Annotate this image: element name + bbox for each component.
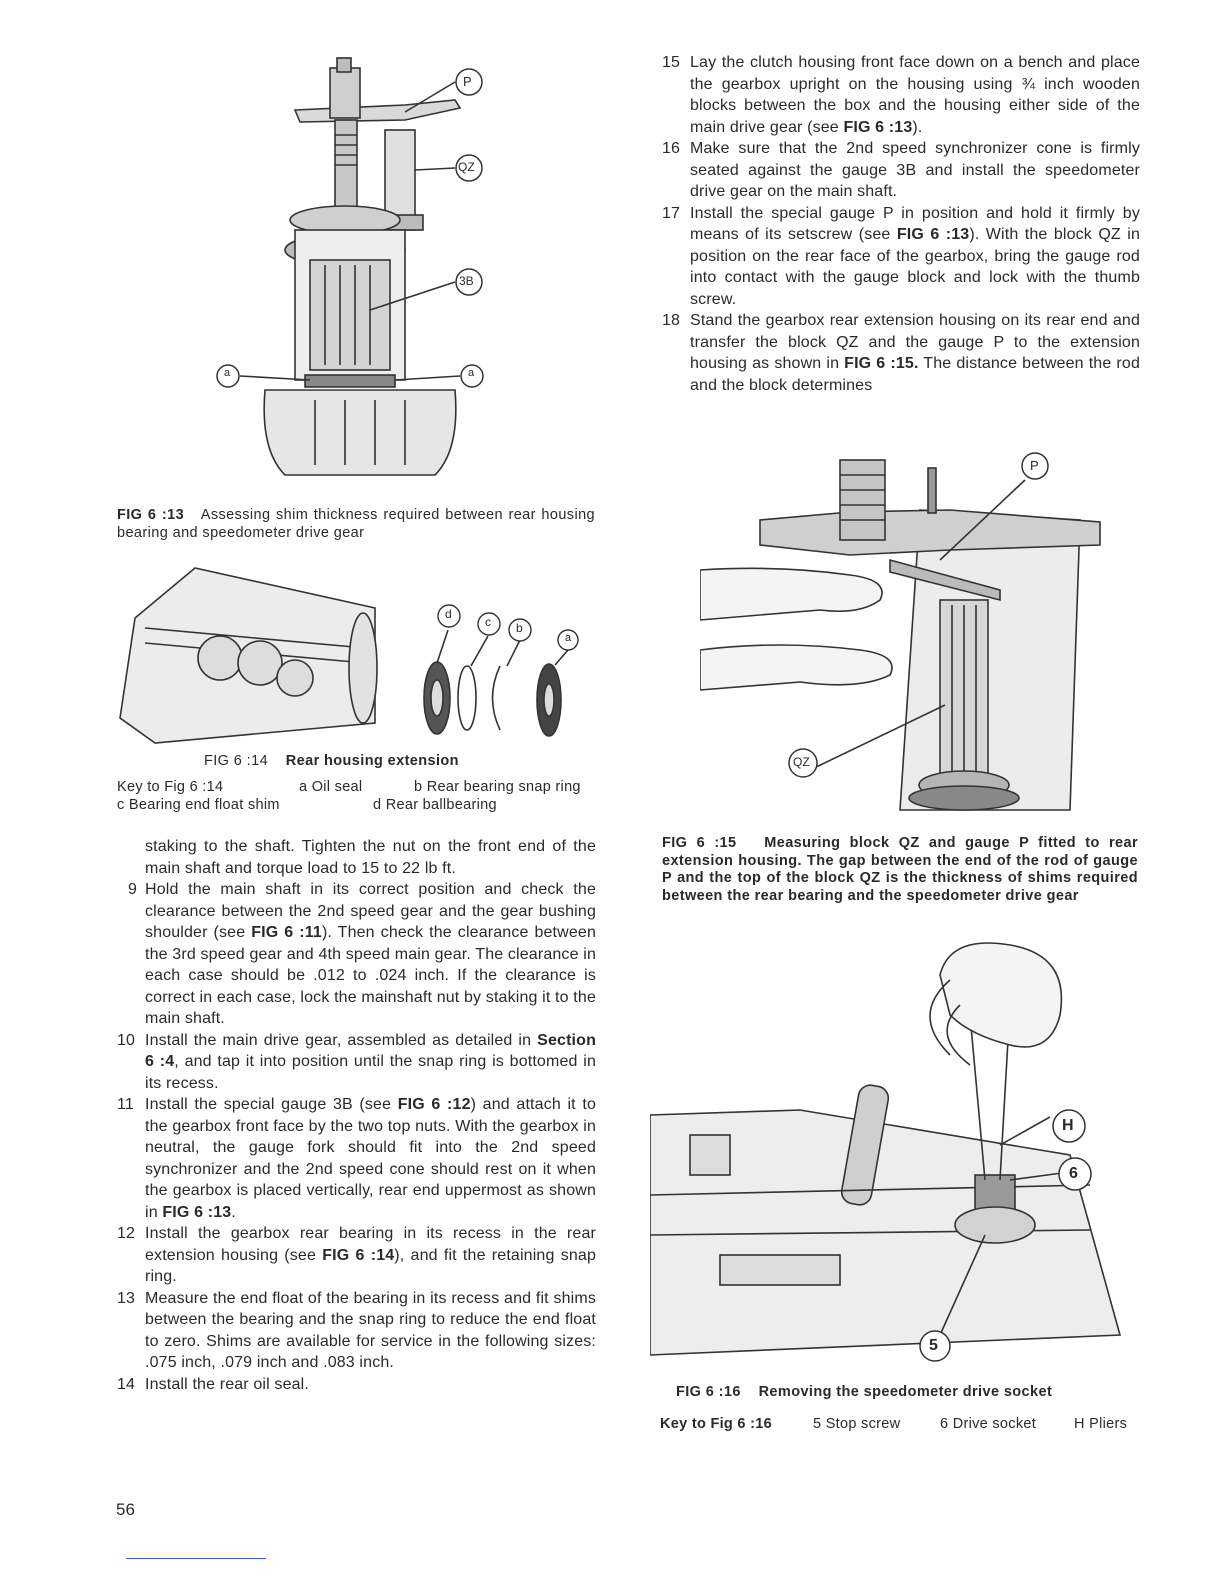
step-18-number: 18 [662, 312, 681, 329]
fig15-callout-qz: QZ [793, 755, 810, 769]
fig16-key-h: H Pliers [1074, 1416, 1128, 1432]
left-continuation: staking to the shaft. Tighten the nut on the front end of the main shaft and torque load to 15 to 22 lb ft. [145, 838, 596, 877]
fig16-key-label: Key to Fig 6 :16 [660, 1416, 772, 1432]
fig16-callout-h: H [1062, 1117, 1074, 1134]
fig14-key-c: c Bearing end float shim [117, 797, 280, 813]
fig13-callout-a-right: a [468, 367, 475, 379]
step-13 [117, 1288, 596, 1374]
step-9-ref: FIG 6 :11 [251, 924, 322, 941]
step-18-ref: FIG 6 :15. [844, 355, 919, 372]
fig14-key-label: Key to Fig 6 :14 [117, 779, 224, 795]
fig15-caption-label: FIG 6 :15 [662, 835, 737, 851]
step-11-ref2: FIG 6 :13 [162, 1203, 232, 1221]
left-column-text [117, 836, 596, 1395]
step-15-fraction: ¾ [1021, 75, 1036, 93]
fig13-callout-3b: 3B [459, 274, 474, 288]
step-10-text-post: , and tap it into position until the snap ring is bottomed in its recess. [145, 1053, 597, 1092]
step-11-text-pre: Install the special gauge 3B (see [145, 1096, 398, 1113]
step-15 [662, 52, 1140, 138]
step-15-number: 15 [662, 54, 681, 71]
fig14-caption [204, 752, 459, 770]
page-number: 56 [116, 1500, 135, 1519]
step-13-number: 13 [117, 1289, 136, 1307]
fig16-key-6: 6 Drive socket [940, 1416, 1037, 1432]
fig14-callout-a: a [565, 632, 572, 644]
step-17 [662, 203, 1140, 311]
fig13-caption-text: Assessing shim thickness required between rear housing bearing and speedometer drive gear [117, 507, 595, 541]
step-11-text-post: . [231, 1203, 236, 1221]
step-10-number: 10 [117, 1031, 136, 1049]
fig14-key-d: d Rear ballbearing [373, 797, 497, 813]
step-15-ref: FIG 6 :13 [843, 118, 913, 136]
fig13-callout-p: P [463, 74, 472, 89]
step-13-text: Measure the end float of the bearing in its recess and fit shims between the bearing and the snap ring to reduce the end float to zero. Shims are available for service in the following sizes: .075 inch, .079 inch and .083 inch. [145, 1289, 596, 1371]
step-15-text-mid: inch wooden blocks between the box and the housing either side of the main drive gear (see [690, 75, 1140, 136]
step-9-text-post: ). Then check the clearance between the 3rd speed gear and 4th speed main gear. The clearance in each case should be .012 to .024 inch. If the clearance is correct in each case, lock the mainshaft nut by staking it to the main shaft. [145, 924, 597, 1027]
step-9 [117, 879, 596, 1030]
step-12-number: 12 [117, 1225, 136, 1242]
step-18-text-pre: Stand the gearbox rear extension housing on its rear end and transfer the block QZ and the gauge P to the extension housing as shown in [690, 312, 1140, 372]
step-17-text-post: ). With the block QZ in position on the rear face of the gearbox, bring the gauge rod into contact with the gauge block and lock with the thumb screw. [690, 226, 1140, 308]
step-16-number: 16 [662, 140, 681, 157]
step-14 [117, 1374, 596, 1396]
fig13-callout-qz: QZ [458, 160, 475, 174]
step-12-text-post: ), and fit the retaining snap ring. [145, 1246, 596, 1285]
fig16-key [660, 1415, 1140, 1433]
bottom-rule [126, 1558, 266, 1559]
step-18-text-post: The distance between the rod and the block determines [690, 355, 1141, 394]
right-column-text [662, 52, 1140, 396]
fig16-callout-5: 5 [929, 1337, 938, 1354]
step-11 [117, 1094, 596, 1223]
fig16-caption-text: Removing the speedometer drive socket [758, 1384, 1053, 1400]
fig16-caption [676, 1383, 1052, 1401]
step-17-ref: FIG 6 :13 [896, 226, 970, 243]
step-16 [662, 138, 1140, 203]
step-17-number: 17 [662, 204, 681, 222]
fig14-key [117, 778, 597, 814]
fig14-caption-label: FIG 6 :14 [204, 753, 269, 769]
fig14-callout-d: d [445, 607, 452, 621]
step-10-text-pre: Install the main drive gear, assembled as detailed in [145, 1031, 538, 1049]
fig15-callout-p: P [1030, 458, 1039, 473]
step-14-text: Install the rear oil seal. [145, 1375, 309, 1393]
step-14-number: 14 [117, 1375, 136, 1393]
step-11-number: 11 [117, 1096, 134, 1113]
fig14-key-b: b Rear bearing snap ring [414, 779, 581, 795]
step-12-ref: FIG 6 :14 [322, 1246, 395, 1264]
fig14-callout-c: c [485, 615, 491, 629]
fig13-caption-label: FIG 6 :13 [117, 507, 185, 523]
fig13-caption [117, 506, 595, 542]
fig16-key-5: 5 Stop screw [813, 1416, 901, 1432]
fig15-caption [662, 835, 1138, 905]
step-18 [662, 310, 1140, 396]
fig15-illustration [700, 450, 1110, 820]
fig13-callout-a-left: a [224, 367, 231, 379]
fig16-illustration [650, 935, 1140, 1375]
fig15-caption-text: Measuring block QZ and gauge P fitted to rear extension housing. The gap between the end of the rod of gauge P and the top of the block QZ is the thickness of shims required between the rear bearing and the speedometer drive gear [662, 835, 1138, 904]
step-15-text-post: ). [912, 118, 923, 136]
step-12-text-pre: Install the gearbox rear bearing in its recess in the rear extension housing (see [145, 1225, 596, 1264]
step-10 [117, 1030, 596, 1095]
fig14-callout-b: b [516, 621, 523, 635]
step-16-text: Make sure that the 2nd speed synchronizer cone is firmly seated against the gauge 3B and install the speedometer drive gear on the main shaft. [690, 140, 1140, 200]
step-10-ref: Section 6 :4 [145, 1031, 596, 1070]
step-11-text-mid: ) and attach it to the gearbox front face by the two top nuts. With the gearbox in neutral, the gauge fork should fit into the 2nd speed synchronizer and the 2nd speed cone should rest on it when the gearbox is placed vertically, rear end uppermost as shown in [145, 1096, 596, 1221]
fig16-caption-label: FIG 6 :16 [676, 1384, 741, 1400]
fig14-key-a: a Oil seal [299, 779, 363, 795]
fig14-illustration [115, 548, 595, 748]
step-9-text-pre: Hold the main shaft in its correct position and check the clearance between the 2nd speed gear and the gear bushing shoulder (see [145, 881, 596, 941]
step-15-text-pre: Lay the clutch housing front face down on a bench and place the gearbox upright on the housing using [690, 54, 1140, 93]
fig13-illustration [205, 50, 505, 490]
fig16-callout-6: 6 [1069, 1165, 1078, 1182]
fig14-caption-text: Rear housing extension [285, 753, 459, 769]
step-9-number: 9 [128, 881, 138, 898]
step-12 [117, 1223, 596, 1288]
step-17-text-pre: Install the special gauge P in position and hold it firmly by means of its setscrew (see [690, 204, 1140, 243]
step-11-ref: FIG 6 :12 [397, 1096, 471, 1113]
